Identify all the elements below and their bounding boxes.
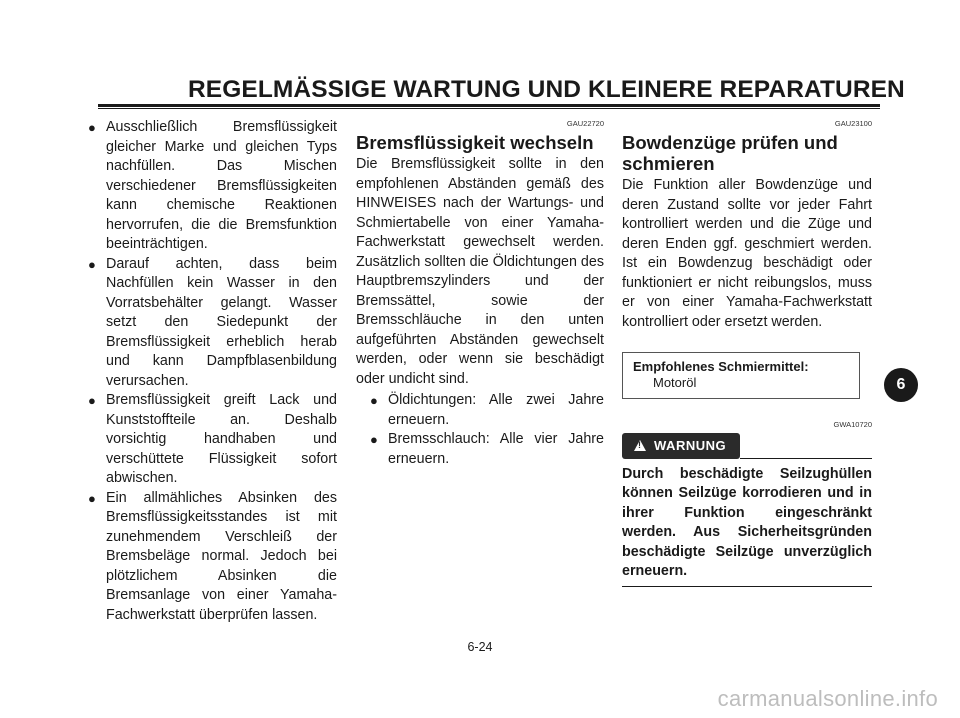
chapter-tab: 6 [884, 368, 918, 402]
interval-item: ● Öldichtungen: Alle zwei Jahre erneuern. [370, 391, 604, 430]
header-rule [98, 104, 880, 107]
warning-end-rule [622, 586, 872, 588]
bullet-item: ● Darauf achten, dass beim Nachfüllen kein Wasser in den Vorratsbehälter gelangt. Wasser setzt den Siedepunkt der Bremsflüssigkeit erheblich herab und kann Dampfblasenbildung verursachen. [88, 255, 337, 392]
section-code: GAU22720 [566, 119, 604, 128]
section-heading: Bremsflüssigkeit wechseln [356, 132, 594, 153]
section-body: Die Bremsflüssigkeit sollte in den empfohlenen Abständen gemäß des HINWEISES nach der Wartungs- und Schmiertabelle von einer Yamaha-Fachwerkstatt gewechselt werden. Zusätzlich sollten die Öldichtungen des Hauptbremszylinders und der Bremssättel, sowie der Bremsschläuche in den unten aufgeführten Abständen gewechselt werden, oder wenn sie beschädigt oder undicht sind. [356, 156, 604, 387]
bullet-item: ● Ausschließlich Bremsflüssigkeit gleicher Marke und gleichen Typs nachfüllen. Das Mischen verschiedener Bremsflüssigkeiten kann chemische Reaktionen hervorrufen, die die Bremsfunktion beeinträchtigen. [88, 118, 337, 255]
lubricant-value: Motoröl [653, 375, 697, 390]
warning-text: Durch beschädigte Seilzughüllen können Seilzüge korrodieren und in ihrer Funktion eingeschränkt werden. Aus Sicherheitsgründen beschädigte Seilzüge unverzüglich erneuern. [622, 465, 872, 579]
warning-header [622, 433, 872, 459]
bullet-item: ● Ein allmähliches Absinken des Bremsflüssigkeitsstandes ist mit zunehmendem Verschleiß der Bremsbeläge normal. Jedoch bei plötzlichem Absinken die Bremsanlage von einer Yamaha-Fachwerkstatt überprüfen lassen. [88, 489, 337, 626]
section-body: Die Funktion aller Bowdenzüge und deren Zustand sollte vor jeder Fahrt kontrolliert werden und die Züge und deren Enden ggf. geschmiert werden. Ist ein Bowdenzug beschädigt oder funktioniert er nicht reibungslos, muss er von einer Yamaha-Fachwerkstatt kontrolliert oder ersetzt werden. [622, 177, 872, 330]
interval-list [356, 391, 604, 469]
section-heading: Bowdenzüge prüfen und schmieren [622, 132, 838, 174]
page-number: 6-24 [467, 640, 493, 654]
warning-badge [622, 433, 740, 459]
caution-bullet-list [88, 118, 337, 625]
bullet-item: ● Bremsflüssigkeit greift Lack und Kunststoffteile an. Deshalb vorsichtig handhaben und verschüttete Flüssigkeit sofort abwischen. [88, 391, 337, 489]
interval-item: ● Bremsschlauch: Alle vier Jahre erneuern. [370, 430, 604, 469]
column-3 [622, 118, 872, 587]
watermark: carmanualsonline.info [717, 686, 938, 711]
lubricant-label: Empfohlenes Schmiermittel: [633, 359, 809, 374]
header-rule-thin [98, 108, 880, 109]
page-header-title: REGELMÄSSIGE WARTUNG UND KLEINERE REPARATUREN [188, 76, 905, 103]
warning-triangle-icon [634, 440, 646, 451]
warning-label: WARNUNG [654, 438, 727, 453]
column-1 [88, 118, 337, 625]
warning-rule [740, 458, 872, 459]
section-code: GAU23100 [834, 119, 872, 128]
column-2 [356, 118, 604, 469]
lubricant-box [622, 352, 860, 399]
warning-code: GWA10720 [833, 420, 872, 429]
